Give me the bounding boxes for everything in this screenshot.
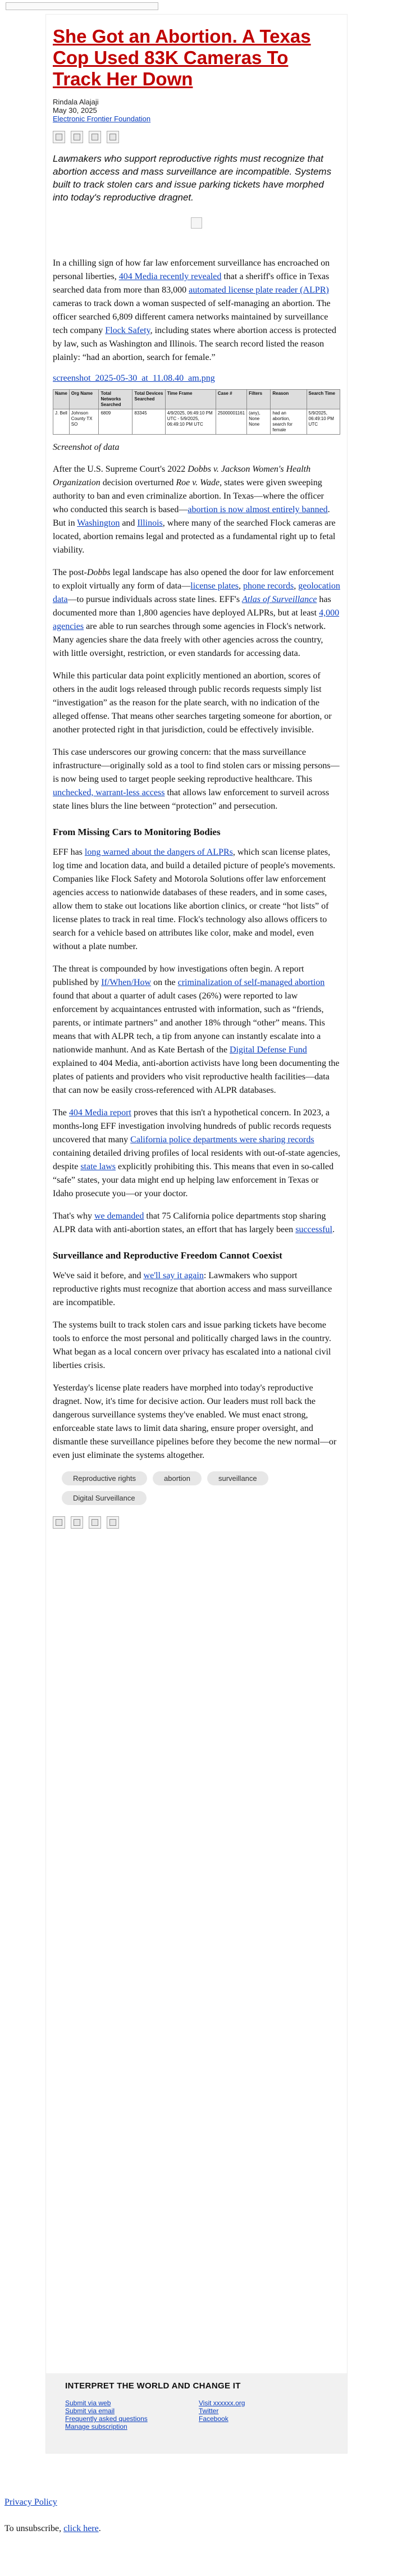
- linkedin-share-icon[interactable]: [107, 1516, 119, 1529]
- unsubscribe-text: To unsubscribe,: [4, 2524, 64, 2533]
- table-header: Org Name: [69, 390, 99, 409]
- footer-right-links: [199, 2399, 245, 2423]
- byline: [53, 98, 340, 123]
- twitter-link[interactable]: Twitter: [199, 2407, 219, 2415]
- table-cell: (any), None None: [247, 409, 271, 435]
- paragraph-8: The 404 Media report proves that this isn't a hypothetical concern. In 2023, a months-long EFF investigation involving hundreds of public records requests uncovered that many California police departments were sharing records containing detailed driving profiles of local residents with out-of-state agencies, despite state laws explicitly prohibiting this. This means that even in so-called “safe” states, your data might end up helping law enforcement in Texas or Idaho prosecute you—or your doctor.: [53, 1108, 340, 1198]
- submit-email-link[interactable]: Submit via email: [65, 2407, 115, 2415]
- footer-left-links: [65, 2399, 148, 2431]
- linkedin-share-icon[interactable]: [107, 131, 119, 143]
- paragraph-3: The post-Dobbs legal landscape has also opened the door for law enforcement to exploit virtually any form of data—license plates, phone records, geolocation data—to pursue individuals across state lines. EFF's Atlas of Surveillance has documented more than 1,800 agencies have deployed ALPRs, but at least 4,000 agencies are able to run searches through some agencies in Flock's network. Many agencies share the data freely with other agencies across the country, with little oversight, restriction, or even standards for accessing data.: [53, 568, 340, 658]
- unsubscribe-link[interactable]: click here: [63, 2524, 99, 2533]
- table-cell: 83345: [132, 409, 165, 435]
- table-header: Case #: [216, 390, 246, 409]
- tag-list: [53, 1471, 286, 1505]
- 404media-revealed-link[interactable]: 404 Media recently revealed: [118, 272, 222, 281]
- article-title[interactable]: She Got an Abortion. A Texas Cop Used 83K Cameras To Track Her Down: [53, 26, 311, 89]
- org-link[interactable]: Electronic Frontier Foundation: [53, 115, 151, 123]
- paragraph-12: Yesterday's license plate readers have morphed into today's reproductive dragnet. Now, it's time for decisive action. Our leaders must roll back the dangerous surveillance systems they've enabled. We must enact strong, enforceable state laws to limit data sharing, ensure proper oversight, and dismantle these surveillance pipelines before they become the new normal—or even just eliminate the systems altogether.: [53, 1383, 337, 1460]
- table-header: Time Frame: [165, 390, 216, 409]
- geolocation-data-link[interactable]: geolocation data: [53, 581, 340, 604]
- we-demanded-link[interactable]: we demanded: [94, 1211, 144, 1221]
- criminalization-link[interactable]: criminalization of self-managed abortion: [177, 978, 325, 987]
- tag-abortion[interactable]: abortion: [153, 1471, 202, 1485]
- faq-link[interactable]: Frequently asked questions: [65, 2415, 148, 2423]
- license-plates-link[interactable]: license plates: [190, 581, 239, 591]
- search-log-table: [53, 389, 340, 435]
- table-header: Total Devices Searched: [132, 390, 165, 409]
- screenshot-file-link[interactable]: screenshot_2025-05-30_at_11.08.40_am.png: [53, 373, 215, 383]
- author-name: Rindala Alajaji: [53, 98, 99, 106]
- texas-ban-link[interactable]: abortion is now almost entirely banned: [188, 505, 328, 514]
- twitter-share-icon[interactable]: [89, 1516, 101, 1529]
- table-header: Filters: [247, 390, 271, 409]
- table-row: [53, 409, 340, 435]
- paragraph-10: We've said it before, and we'll say it again: Lawmakers who support reproductive rights must recognize that abortion access and mass surveillance are incompatible.: [53, 1271, 332, 1307]
- table-cell: 5/9/2025, 06:49:10 PM UTC: [307, 409, 340, 435]
- paragraph-7: The threat is compounded by how investigations often begin. A report published by If/When/How on the criminalization of self-managed abortion found that about a quarter of adult cases (26%) were reported to law enforcement by acquaintances entrusted with information, such as “friends, parents, or intimate partners” and another 18% through “other” means. This means that with ALPR tech, a tip from anyone can instantly escalate into a nationwide manhunt. And as Kate Bertash of the Digital Defense Fund explained to 404 Media, anti-abortion activists have long been documenting the plates of patients and providers who visit reproductive health facilities—data that can now be easily cross-referenced with ALPR databases.: [53, 964, 340, 1095]
- paragraph-5: This case underscores our growing concern: that the mass surveillance infrastructure—originally sold as a tool to find stolen cars or missing persons—is now being used to target people seeking reproductive healthcare. This unchecked, warrant-less access that allows law enforcement to surveil across state lines blurs the line between “protection” and persecution.: [53, 747, 340, 811]
- twitter-share-icon[interactable]: [89, 131, 101, 143]
- facebook-share-icon[interactable]: [71, 131, 83, 143]
- california-sharing-link[interactable]: California police departments were sharing records: [130, 1135, 314, 1145]
- table-header: Reason: [271, 390, 307, 409]
- successful-link[interactable]: successful: [295, 1225, 332, 1234]
- paragraph-9: That's why we demanded that 75 California police departments stop sharing ALPR data with anti-abortion states, an effort that has largely been successful.: [53, 1211, 335, 1234]
- paragraph-1: In a chilling sign of how far law enforcement surveillance has encroached on personal liberties, 404 Media recently revealed that a sheriff's office in Texas searched data from more than 83,000 automated license plate reader (ALPR) cameras to track down a woman suspected of self-managing an abortion. The officer searched 6,809 different camera networks maintained by surveillance tech company Flock Safety, including states where abortion access is protected by law, such as Washington and Illinois. The search record listed the reason plainly: “had an abortion, search for female.”: [53, 258, 337, 362]
- table-cell: had an abortion, search for female: [271, 409, 307, 435]
- table-header-row: [53, 390, 340, 409]
- unsubscribe-row: To unsubscribe, click here.: [4, 2524, 101, 2533]
- state-laws-link[interactable]: state laws: [80, 1162, 116, 1171]
- footer-title: INTERPRET THE WORLD AND CHANGE IT: [65, 2381, 241, 2391]
- section-heading-missing-cars: From Missing Cars to Monitoring Bodies: [53, 827, 221, 837]
- newsletter-footer: [46, 2373, 347, 2453]
- paragraph-6: EFF has long warned about the dangers of ALPRs, which scan license plates, log time and location data, and build a detailed picture of people's movements. Companies like Flock Safety and Motorola Solutions offer law enforcement agencies access to nationwide databases of these readers, and in some cases, allow them to stake out locations like abortion clinics, or create “hot lists” of license plates to track in real time. Flock's technology also allows officers to search for a vehicle based on attributes like color, make and model, even without a plate number.: [53, 847, 336, 951]
- article-lede: Lawmakers who support reproductive rights must recognize that abortion access and mass surveillance are incompatible. Systems built to track stolen cars and issue parking tickets have morphed into today's reproductive dragnet.: [53, 153, 332, 203]
- agencies-link[interactable]: 4,000 agencies: [53, 608, 340, 631]
- visit-site-link[interactable]: Visit xxxxxx.org: [199, 2399, 245, 2407]
- browser-top-bar: [0, 0, 393, 9]
- publish-date: May 30, 2025: [53, 106, 97, 115]
- submit-web-link[interactable]: Submit via web: [65, 2399, 111, 2407]
- tag-reproductive-rights[interactable]: Reproductive rights: [62, 1471, 147, 1485]
- illinois-link[interactable]: Illinois: [137, 518, 163, 528]
- bottom-share-icons: [53, 1516, 340, 1529]
- phone-records-link[interactable]: phone records: [243, 581, 294, 591]
- facebook-link[interactable]: Facebook: [199, 2415, 229, 2423]
- privacy-policy-link[interactable]: Privacy Policy: [4, 2497, 57, 2507]
- washington-link[interactable]: Washington: [77, 518, 120, 528]
- table-cell: Johnson County TX SO: [69, 409, 99, 435]
- alpr-dangers-link[interactable]: long warned about the dangers of ALPRs: [84, 847, 233, 857]
- flock-safety-link[interactable]: Flock Safety: [105, 326, 150, 335]
- email-share-icon[interactable]: [53, 131, 65, 143]
- warrantless-access-link[interactable]: unchecked, warrant-less access: [53, 788, 165, 797]
- share-icons: [53, 131, 340, 143]
- paragraph-11: The systems built to track stolen cars and issue parking tickets have become tools to enforce the most personal and politically charged laws in the country. What began as a local concern over privacy has escalated into a national civil liberties crisis.: [53, 1320, 331, 1370]
- 404media-report-link[interactable]: 404 Media report: [68, 1108, 131, 1118]
- paragraph-2: After the U.S. Supreme Court's 2022 Dobbs v. Jackson Women's Health Organization decision overturned Roe v. Wade, states were given sweeping authority to ban and even criminalize abortion. In Texas—where the officer who conducted this search is based—abortion is now almost entirely banned. But in Washington and Illinois, where many of the searched Flock cameras are located, abortion remains legal and protected as a fundamental right up to fetal viability.: [53, 464, 336, 555]
- privacy-row: [4, 2497, 57, 2507]
- email-share-icon[interactable]: [53, 1516, 65, 1529]
- paragraph-4: While this particular data point explicitly mentioned an abortion, scores of others in the audit logs released through public records requests simply list “investigation” as the reason for the plate search, with no indication of the alleged offense. That means other searches targeting someone for abortion, or another protected right in that jurisdiction, could be effectively invisible.: [53, 671, 332, 735]
- table-cell: 4/9/2025, 06:49:10 PM UTC - 5/9/2025, 06:49:10 PM UTC: [165, 409, 216, 435]
- manage-subscription-link[interactable]: Manage subscription: [65, 2423, 127, 2431]
- table-cell: 25000001161: [216, 409, 246, 435]
- article-body: [53, 26, 340, 1534]
- table-cell: J. Bell: [53, 409, 70, 435]
- alpr-link[interactable]: automated license plate reader (ALPR): [189, 285, 329, 295]
- table-cell: 6809: [99, 409, 132, 435]
- table-header: Total Networks Searched: [99, 390, 132, 409]
- table-header: Name: [53, 390, 70, 409]
- if-when-how-link[interactable]: If/When/How: [101, 978, 152, 987]
- facebook-share-icon[interactable]: [71, 1516, 83, 1529]
- say-it-again-link[interactable]: we'll say it again: [143, 1271, 204, 1280]
- screenshot-caption: Screenshot of data: [53, 443, 120, 452]
- article-card: [46, 15, 347, 2453]
- atlas-of-surveillance-link[interactable]: Atlas of Surveillance: [242, 595, 317, 604]
- tag-digital-surveillance[interactable]: Digital Surveillance: [62, 1491, 147, 1505]
- address-bar[interactable]: [6, 2, 158, 10]
- hero-image-icon: [191, 217, 202, 229]
- table-header: Search Time: [307, 390, 340, 409]
- digital-defense-fund-link[interactable]: Digital Defense Fund: [230, 1045, 307, 1055]
- tag-surveillance[interactable]: surveillance: [207, 1471, 268, 1485]
- section-heading-coexist: Surveillance and Reproductive Freedom Cannot Coexist: [53, 1250, 282, 1261]
